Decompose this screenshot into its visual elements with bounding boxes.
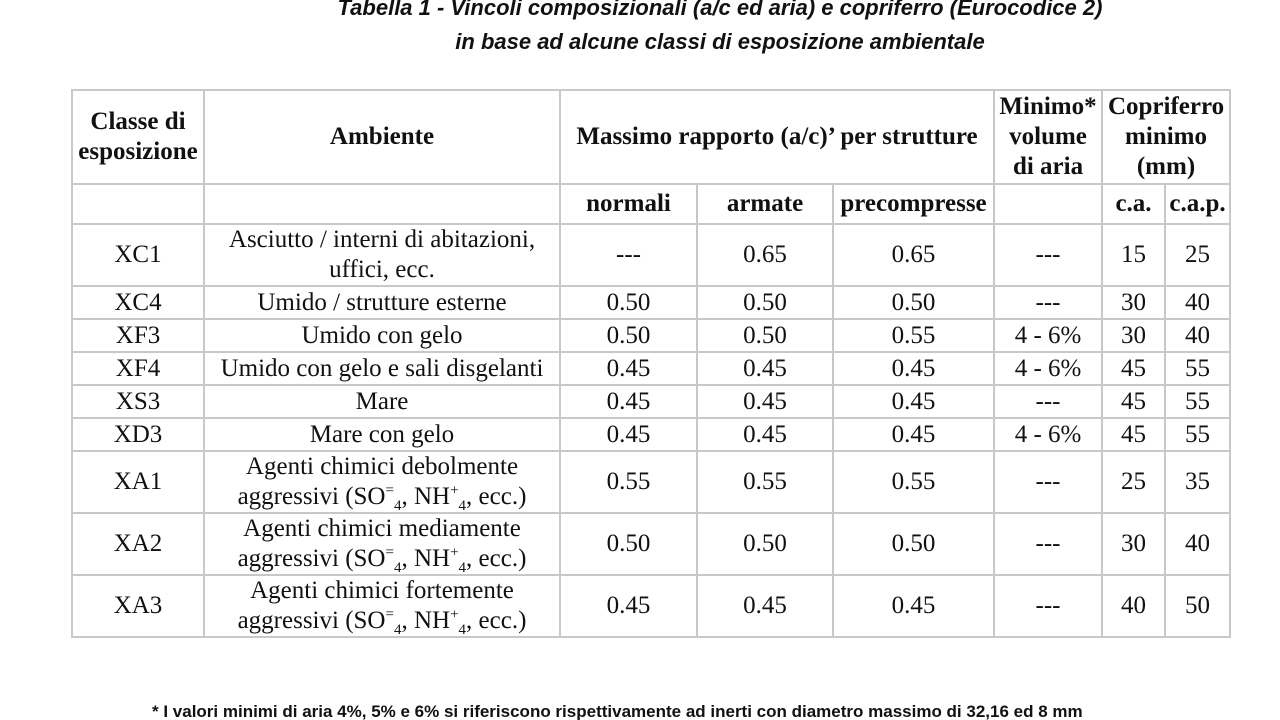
table-subheader-row [72, 184, 1230, 224]
cell-aria: --- [994, 451, 1102, 513]
cell-armate: 0.45 [697, 385, 833, 418]
cell-classe: XS3 [72, 385, 204, 418]
nh-superscript: + [450, 606, 459, 623]
table-row [72, 418, 1230, 451]
cell-aria: 4 - 6% [994, 418, 1102, 451]
cell-aria: --- [994, 385, 1102, 418]
cell-ca: 15 [1102, 224, 1165, 286]
cell-aria: --- [994, 286, 1102, 319]
cell-ambiente: Umido con gelo e sali disgelanti [204, 352, 560, 385]
table-row [72, 352, 1230, 385]
cell-ambiente: Umido con gelo [204, 319, 560, 352]
subheader-cap: c.a.p. [1165, 184, 1230, 224]
subheader-empty [72, 184, 204, 224]
table-row [72, 451, 1230, 513]
cell-classe: XD3 [72, 418, 204, 451]
cell-normali: 0.55 [560, 451, 697, 513]
cell-cap: 40 [1165, 513, 1230, 575]
cell-classe: XA2 [72, 513, 204, 575]
cell-cap: 25 [1165, 224, 1230, 286]
subheader-normali: normali [560, 184, 697, 224]
cell-normali: 0.50 [560, 319, 697, 352]
subheader-ca: c.a. [1102, 184, 1165, 224]
cell-ca: 30 [1102, 319, 1165, 352]
cell-cap: 50 [1165, 575, 1230, 637]
cell-normali: 0.45 [560, 418, 697, 451]
cell-armate: 0.50 [697, 319, 833, 352]
cell-normali: 0.45 [560, 575, 697, 637]
subheader-precompresse: precompresse [833, 184, 994, 224]
ambiente-text: , ecc.) [466, 545, 527, 572]
cell-precompresse: 0.45 [833, 575, 994, 637]
ambiente-text: , ecc.) [466, 483, 527, 510]
ambiente-line-1: Agenti chimici fortemente [250, 577, 514, 604]
table-row [72, 513, 1230, 575]
cell-aria: --- [994, 575, 1102, 637]
cell-ca: 25 [1102, 451, 1165, 513]
cell-cap: 55 [1165, 352, 1230, 385]
cell-ambiente [204, 451, 560, 513]
cell-armate: 0.50 [697, 513, 833, 575]
cell-aria: 4 - 6% [994, 319, 1102, 352]
cell-ca: 30 [1102, 513, 1165, 575]
table-title-line-1: Tabella 1 - Vincoli composizionali (a/c ed aria) e copriferro (Eurocodice 2) [337, 0, 1103, 20]
chem-separator: , NH [401, 545, 451, 572]
ambiente-text: aggressivi (SO [237, 545, 386, 572]
cell-ca: 45 [1102, 385, 1165, 418]
cell-ambiente [204, 575, 560, 637]
ambiente-text: , ecc.) [466, 607, 527, 634]
chem-separator: , NH [401, 607, 451, 634]
header-aria: Minimo* volume di aria [994, 90, 1102, 184]
chem-separator: , NH [401, 483, 451, 510]
table-title-line-2: in base ad alcune classi di esposizione ambientale [455, 29, 985, 54]
cell-classe: XC4 [72, 286, 204, 319]
table-row [72, 319, 1230, 352]
cell-aria: --- [994, 224, 1102, 286]
cell-ambiente: Mare [204, 385, 560, 418]
cell-normali: --- [560, 224, 697, 286]
cell-ambiente: Umido / strutture esterne [204, 286, 560, 319]
subheader-empty [204, 184, 560, 224]
table-row [72, 385, 1230, 418]
cell-classe: XC1 [72, 224, 204, 286]
ambiente-line-1: Agenti chimici debolmente [245, 453, 519, 480]
cell-normali: 0.45 [560, 352, 697, 385]
cell-precompresse: 0.50 [833, 513, 994, 575]
cell-precompresse: 0.65 [833, 224, 994, 286]
cell-armate: 0.55 [697, 451, 833, 513]
ambiente-line-2 [237, 544, 527, 575]
cell-cap: 40 [1165, 319, 1230, 352]
cell-classe: XA1 [72, 451, 204, 513]
so-superscript: = [385, 544, 394, 561]
subheader-empty [994, 184, 1102, 224]
cell-precompresse: 0.45 [833, 352, 994, 385]
cell-aria: 4 - 6% [994, 352, 1102, 385]
cell-precompresse: 0.50 [833, 286, 994, 319]
cell-ambiente: Mare con gelo [204, 418, 560, 451]
cell-precompresse: 0.45 [833, 385, 994, 418]
cell-normali: 0.50 [560, 513, 697, 575]
header-copriferro: Copriferro minimo (mm) [1102, 90, 1230, 184]
cell-precompresse: 0.45 [833, 418, 994, 451]
cell-ca: 40 [1102, 575, 1165, 637]
cell-normali: 0.45 [560, 385, 697, 418]
table-header-row [72, 90, 1230, 184]
cell-cap: 55 [1165, 418, 1230, 451]
cell-precompresse: 0.55 [833, 451, 994, 513]
ambiente-line-2 [237, 606, 527, 637]
cell-armate: 0.65 [697, 224, 833, 286]
cell-cap: 55 [1165, 385, 1230, 418]
cell-classe: XA3 [72, 575, 204, 637]
so-subscript: 4 [393, 560, 402, 575]
so-subscript: 4 [393, 498, 402, 513]
ambiente-text: aggressivi (SO [237, 607, 386, 634]
ambiente-line-2 [237, 482, 527, 513]
cell-ambiente [204, 513, 560, 575]
cell-classe: XF4 [72, 352, 204, 385]
so-subscript: 4 [393, 622, 402, 637]
cell-armate: 0.45 [697, 418, 833, 451]
subheader-armate: armate [697, 184, 833, 224]
cell-ca: 45 [1102, 418, 1165, 451]
nh-superscript: + [450, 544, 459, 561]
header-ambiente: Ambiente [204, 90, 560, 184]
nh-subscript: 4 [458, 622, 467, 637]
table-row [72, 575, 1230, 637]
so-superscript: = [385, 482, 394, 499]
cell-armate: 0.50 [697, 286, 833, 319]
exposure-classes-table [71, 89, 1231, 638]
cell-armate: 0.45 [697, 352, 833, 385]
ambiente-line-1: Agenti chimici mediamente [243, 515, 521, 542]
cell-classe: XF3 [72, 319, 204, 352]
cell-precompresse: 0.55 [833, 319, 994, 352]
header-rapporto: Massimo rapporto (a/c)’ per strutture [560, 90, 994, 184]
so-superscript: = [385, 606, 394, 623]
cell-ambiente: Asciutto / interni di abitazioni, uffici, ecc. [204, 224, 560, 286]
header-classe: Classe di esposizione [72, 90, 204, 184]
cell-normali: 0.50 [560, 286, 697, 319]
ambiente-text: aggressivi (SO [237, 483, 386, 510]
footnote: * I valori minimi di aria 4%, 5% e 6% si riferiscono rispettivamente ad inerti con diametro massimo di 32,16 ed 8 mm [152, 702, 1083, 720]
nh-superscript: + [450, 482, 459, 499]
nh-subscript: 4 [458, 498, 467, 513]
cell-armate: 0.45 [697, 575, 833, 637]
cell-cap: 35 [1165, 451, 1230, 513]
cell-aria: --- [994, 513, 1102, 575]
table-row [72, 286, 1230, 319]
cell-ca: 30 [1102, 286, 1165, 319]
cell-ca: 45 [1102, 352, 1165, 385]
cell-cap: 40 [1165, 286, 1230, 319]
table-row [72, 224, 1230, 286]
nh-subscript: 4 [458, 560, 467, 575]
